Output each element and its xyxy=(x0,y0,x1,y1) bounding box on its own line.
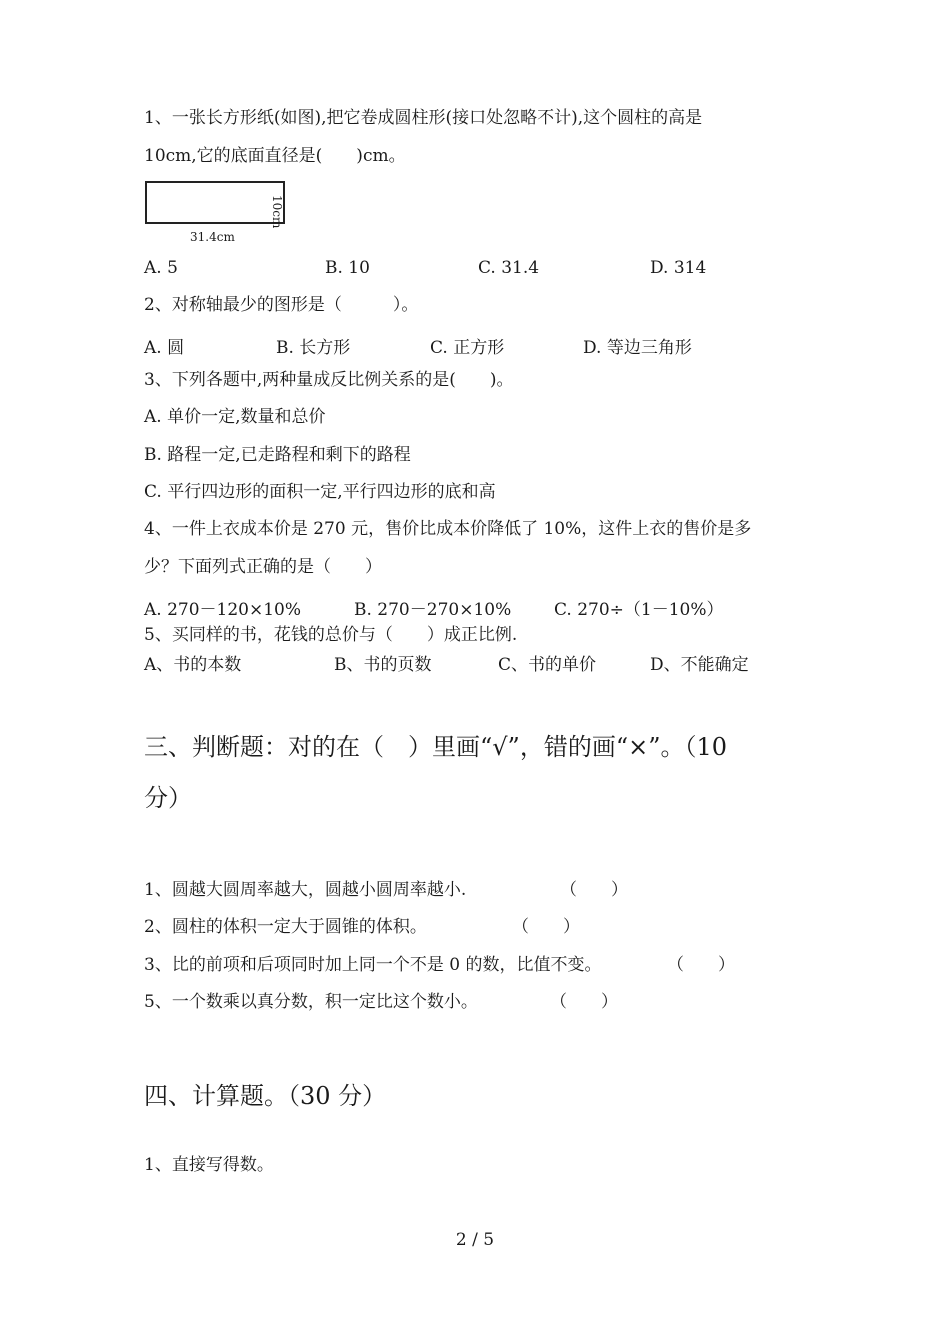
q2-option-b: B. 长方形 xyxy=(276,338,351,358)
judge-item-3: 3、比的前项和后项同时加上同一个不是 0 的数，比值不变。 xyxy=(144,955,602,975)
section3-heading-line1: 三、判断题：对的在（ ）里画“√”，错的画“×”。（10 xyxy=(144,733,728,761)
q5-option-b: B、书的页数 xyxy=(334,655,432,675)
q1-option-c: C. 31.4 xyxy=(478,258,540,278)
q2-option-d: D. 等边三角形 xyxy=(583,338,692,358)
q5-options xyxy=(144,650,844,675)
q5-option-a: A、书的本数 xyxy=(144,655,242,675)
q2-option-c: C. 正方形 xyxy=(430,338,505,358)
q1-option-d: D. 314 xyxy=(650,258,707,278)
judge-item-2: 2、圆柱的体积一定大于圆锥的体积。 xyxy=(144,917,427,937)
section4-heading: 四、计算题。（30 分） xyxy=(144,1082,387,1110)
q4-option-b: B. 270－270×10% xyxy=(354,600,512,620)
judge-item-5: 5、一个数乘以真分数，积一定比这个数小。 xyxy=(144,992,478,1012)
judge-item-3-blank: （ ） xyxy=(667,955,735,975)
q1-option-b: B. 10 xyxy=(325,258,370,278)
judge-item-1: 1、圆越大圆周率越大，圆越小圆周率越小. xyxy=(144,880,467,900)
q1-stem-line2: 10cm,它的底面直径是( )cm。 xyxy=(144,146,406,166)
q1-option-a: A. 5 xyxy=(144,258,178,278)
q4-options xyxy=(144,595,844,620)
q2-options xyxy=(144,333,844,358)
q3-option-b: B. 路程一定,已走路程和剩下的路程 xyxy=(144,445,411,465)
q4-stem-line1: 4、一件上衣成本价是 270 元，售价比成本价降低了 10%，这件上衣的售价是多 xyxy=(144,519,752,539)
page-number: 2 / 5 xyxy=(455,1230,495,1250)
q2-stem: 2、对称轴最少的图形是（ ）。 xyxy=(144,295,419,315)
judge-item-2-blank: （ ） xyxy=(512,917,580,937)
q3-option-a: A. 单价一定,数量和总价 xyxy=(144,407,326,427)
q1-width-label: 31.4cm xyxy=(190,230,235,244)
q2-option-a: A. 圆 xyxy=(144,338,185,358)
q1-stem-line1: 1、一张长方形纸(如图),把它卷成圆柱形(接口处忽略不计),这个圆柱的高是 xyxy=(144,108,703,128)
judge-item-1-blank: （ ） xyxy=(560,880,628,900)
calc-q1: 1、直接写得数。 xyxy=(144,1155,274,1175)
q3-stem: 3、下列各题中,两种量成反比例关系的是( )。 xyxy=(144,370,514,390)
q5-option-d: D、不能确定 xyxy=(650,655,749,675)
q1-rectangle-figure xyxy=(145,181,285,224)
q3-option-c: C. 平行四边形的面积一定,平行四边形的底和高 xyxy=(144,482,496,502)
q1-height-label: 10cm xyxy=(270,195,284,229)
q4-option-c: C. 270÷（1－10%） xyxy=(554,600,724,620)
q4-stem-line2: 少？下面列式正确的是（ ） xyxy=(144,557,382,577)
q5-option-c: C、书的单价 xyxy=(498,655,597,675)
q1-options xyxy=(144,258,844,280)
q4-option-a: A. 270－120×10% xyxy=(144,600,302,620)
q5-stem: 5、买同样的书，花钱的总价与（ ）成正比例. xyxy=(144,625,518,645)
judge-item-5-blank: （ ） xyxy=(550,992,618,1012)
section3-heading-line2: 分） xyxy=(144,784,192,812)
